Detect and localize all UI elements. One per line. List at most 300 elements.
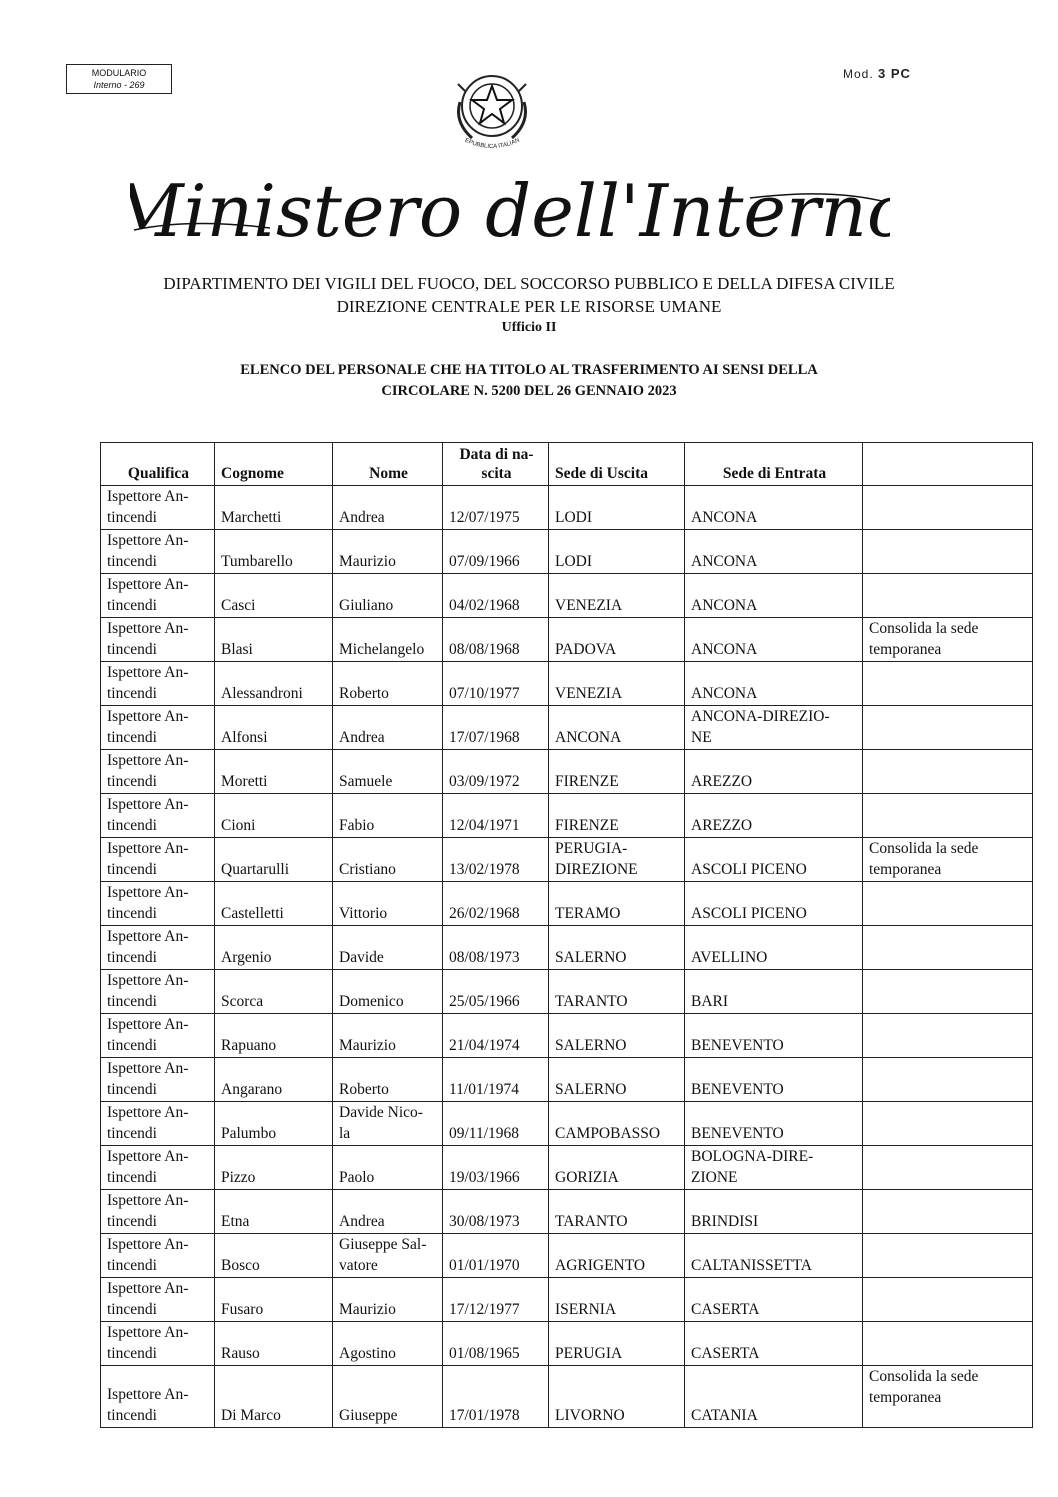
cell-nome [333,750,443,794]
table-row [101,838,1033,882]
note-line2 [869,1167,1028,1188]
qualifica-line2: tincendi [107,773,157,790]
qualifica-line1: Ispettore An- [107,1280,189,1297]
note-line1 [869,706,1028,727]
note-line2 [869,815,1028,836]
cell-nome [333,1234,443,1278]
sede-entrata-line1 [691,486,858,507]
note-line2 [869,507,1028,528]
note-line2 [869,727,1028,748]
table-body [101,486,1033,1428]
qualifica-line1: Ispettore An- [107,708,189,725]
qualifica-line1: Ispettore An- [107,1324,189,1341]
personnel-table [100,442,1033,1428]
sede-uscita-line1 [555,574,680,595]
cell-qualifica [101,1322,215,1366]
cell-data-nascita: 01/01/1970 [443,1234,549,1278]
note-line1 [869,794,1028,815]
cell-note [863,1322,1033,1366]
sede-entrata-line2: CALTANISSETTA [691,1257,812,1274]
cell-sede-entrata [685,838,863,882]
sede-entrata-line2: AVELLINO [691,949,768,966]
note-line1 [869,1278,1028,1299]
modulario-box [66,64,172,94]
sede-entrata-line2: BENEVENTO [691,1081,784,1098]
table-row [101,794,1033,838]
cell-sede-entrata [685,794,863,838]
cell-nome [333,662,443,706]
header-data-line1: Data di na- [459,446,534,463]
note-line1 [869,1234,1028,1255]
sede-entrata-line2: CASERTA [691,1345,760,1362]
table-header-row [101,443,1033,486]
cell-note [863,1278,1033,1322]
cell-qualifica [101,1190,215,1234]
table-row [101,1190,1033,1234]
cell-qualifica [101,882,215,926]
qualifica-line1: Ispettore An- [107,928,189,945]
nome-line1 [339,882,438,903]
cell-nome [333,1014,443,1058]
cell-nome [333,1322,443,1366]
sede-entrata-line1 [691,1234,858,1255]
qualifica-line2: tincendi [107,993,157,1010]
cell-sede-entrata [685,882,863,926]
cell-sede-entrata [685,1058,863,1102]
sede-uscita-line2: ISERNIA [555,1301,617,1318]
cell-sede-entrata [685,750,863,794]
cell-cognome: Moretti [215,750,333,794]
sede-uscita-line1 [555,1384,680,1405]
cell-note [863,750,1033,794]
cell-note [863,662,1033,706]
qualifica-line2: tincendi [107,817,157,834]
cell-nome [333,970,443,1014]
document-title-line1: ELENCO DEL PERSONALE CHE HA TITOLO AL TRASFERIMENTO AI SENSI DELLA [240,362,818,378]
note-line1 [869,574,1028,595]
note-line1: Consolida la sede [869,620,979,637]
direction-name: DIREZIONE CENTRALE PER LE RISORSE UMANE [336,297,722,316]
cell-cognome: Casci [215,574,333,618]
note-line1 [869,750,1028,771]
note-line1 [869,970,1028,991]
note-line1 [869,1102,1028,1123]
sede-entrata-line2: NE [691,729,712,746]
cell-data-nascita: 03/09/1972 [443,750,549,794]
sede-uscita-line2: PERUGIA [555,1345,623,1362]
sede-entrata-line2: ZIONE [691,1169,738,1186]
qualifica-line2: tincendi [107,729,157,746]
cell-nome [333,794,443,838]
note-line2 [869,595,1028,616]
nome-line1 [339,1322,438,1343]
cell-data-nascita: 12/07/1975 [443,486,549,530]
cell-qualifica [101,1014,215,1058]
cell-qualifica [101,662,215,706]
sede-uscita-line1 [555,1234,680,1255]
cell-sede-entrata [685,706,863,750]
cell-sede-entrata [685,574,863,618]
sede-entrata-line2: CATANIA [691,1407,758,1424]
sede-entrata-line2: ANCONA [691,597,758,614]
nome-line1 [339,618,438,639]
note-line1 [869,882,1028,903]
sede-uscita-line2: TARANTO [555,993,628,1010]
cell-sede-entrata [685,1146,863,1190]
cell-sede-entrata [685,926,863,970]
document-title-line2: CIRCOLARE N. 5200 DEL 26 GENNAIO 2023 [381,383,677,399]
sede-uscita-line2: FIRENZE [555,773,619,790]
qualifica-line2: tincendi [107,1037,157,1054]
sede-uscita-line1 [555,750,680,771]
cell-note [863,486,1033,530]
sede-uscita-line1 [555,486,680,507]
emblem-label: EPUBBLICA ITALIAN [463,137,521,151]
qualifica-line1: Ispettore An- [107,1192,189,1209]
sede-entrata-line2: ANCONA [691,641,758,658]
cell-note [863,1102,1033,1146]
cell-nome [333,530,443,574]
sede-entrata-line2: AREZZO [691,773,753,790]
table-row [101,926,1033,970]
cell-data-nascita: 09/11/1968 [443,1102,549,1146]
sede-entrata-line1 [691,574,858,595]
qualifica-line1: Ispettore An- [107,1148,189,1165]
note-line1 [869,662,1028,683]
table-row [101,1278,1033,1322]
mod-code-value: 3 PC [878,66,911,81]
cell-sede-uscita [549,1058,685,1102]
ministry-logotype [130,158,890,254]
sede-entrata-line2: ASCOLI PICENO [691,861,807,878]
sede-entrata-line1 [691,1102,858,1123]
cell-sede-uscita [549,970,685,1014]
nome-line2: Cristiano [339,861,396,878]
sede-entrata-line1 [691,1278,858,1299]
nome-line1: Davide Nico- [339,1104,423,1121]
nome-line1 [339,1190,438,1211]
cell-data-nascita: 17/07/1968 [443,706,549,750]
cell-data-nascita: 19/03/1966 [443,1146,549,1190]
nome-line2: Davide [339,949,384,966]
sede-entrata-line1 [691,1190,858,1211]
cell-note [863,838,1033,882]
qualifica-line1: Ispettore An- [107,840,189,857]
cell-sede-uscita [549,1146,685,1190]
sede-entrata-line2: AREZZO [691,817,753,834]
cell-nome [333,1278,443,1322]
sede-uscita-line2: ANCONA [555,729,622,746]
nome-line1 [339,750,438,771]
sede-uscita-line1 [555,1322,680,1343]
note-line2 [869,1343,1028,1364]
sede-entrata-line2: ASCOLI PICENO [691,905,807,922]
qualifica-line2: tincendi [107,1125,157,1142]
sede-uscita-line1 [555,1190,680,1211]
qualifica-line2: tincendi [107,861,157,878]
cell-note [863,1058,1033,1102]
qualifica-line2: tincendi [107,1169,157,1186]
cell-nome [333,1366,443,1428]
sede-uscita-line2: LODI [555,553,593,570]
note-line1 [869,1058,1028,1079]
cell-sede-uscita [549,882,685,926]
nome-line2: Andrea [339,509,385,526]
table-row [101,970,1033,1014]
cell-data-nascita: 25/05/1966 [443,970,549,1014]
sede-uscita-line2: AGRIGENTO [555,1257,646,1274]
nome-line2: Fabio [339,817,375,834]
cell-data-nascita: 07/09/1966 [443,530,549,574]
cell-note [863,574,1033,618]
nome-line1 [339,838,438,859]
sede-uscita-line1 [555,706,680,727]
sede-uscita-line2: GORIZIA [555,1169,619,1186]
cell-sede-uscita [549,530,685,574]
cell-note [863,530,1033,574]
nome-line2: Paolo [339,1169,375,1186]
nome-line2: Maurizio [339,1301,396,1318]
cell-sede-uscita [549,1234,685,1278]
cell-nome [333,1102,443,1146]
note-line2 [869,1299,1028,1320]
qualifica-line1: Ispettore An- [107,1386,189,1403]
cell-nome [333,706,443,750]
cell-nome [333,486,443,530]
cell-sede-uscita [549,1322,685,1366]
sede-entrata-line2: BARI [691,993,729,1010]
cell-cognome: Alessandroni [215,662,333,706]
note-line1 [869,530,1028,551]
nome-line2: Giuseppe [339,1407,398,1424]
qualifica-line2: tincendi [107,1081,157,1098]
sede-entrata-line2: ANCONA [691,553,758,570]
qualifica-line1: Ispettore An- [107,796,189,813]
sede-uscita-line2: TERAMO [555,905,621,922]
cell-sede-uscita [549,486,685,530]
cell-data-nascita: 08/08/1973 [443,926,549,970]
nome-line1 [339,1384,438,1405]
note-line1 [869,486,1028,507]
cell-nome [333,574,443,618]
cell-sede-uscita [549,662,685,706]
nome-line2: Andrea [339,1213,385,1230]
cell-data-nascita: 30/08/1973 [443,1190,549,1234]
qualifica-line1: Ispettore An- [107,1104,189,1121]
cell-data-nascita: 07/10/1977 [443,662,549,706]
cell-sede-uscita [549,1102,685,1146]
nome-line2: Giuliano [339,597,394,614]
sede-uscita-line2: CAMPOBASSO [555,1125,661,1142]
table-row [101,1146,1033,1190]
note-line1 [869,926,1028,947]
qualifica-line2: tincendi [107,1213,157,1230]
nome-line1 [339,706,438,727]
cell-note [863,706,1033,750]
nome-line1 [339,530,438,551]
header-data-nascita [443,443,549,486]
cell-qualifica [101,1102,215,1146]
header-sede-uscita: Sede di Uscita [549,443,685,486]
sede-entrata-line1 [691,794,858,815]
qualifica-line1: Ispettore An- [107,532,189,549]
cell-note [863,926,1033,970]
qualifica-line2: tincendi [107,509,157,526]
cell-sede-uscita [549,618,685,662]
note-line1: Consolida la sede [869,840,979,857]
qualifica-line1: Ispettore An- [107,972,189,989]
cell-data-nascita: 21/04/1974 [443,1014,549,1058]
cell-sede-entrata [685,1366,863,1428]
cell-sede-uscita [549,750,685,794]
table-row [101,1102,1033,1146]
sede-uscita-line1 [555,926,680,947]
sede-uscita-line2: VENEZIA [555,685,623,702]
sede-uscita-line2: PADOVA [555,641,617,658]
sede-uscita-line1: PERUGIA- [555,840,628,857]
cell-sede-entrata [685,1278,863,1322]
note-line1 [869,1190,1028,1211]
cell-qualifica [101,1366,215,1428]
nome-line2: Andrea [339,729,385,746]
nome-line1 [339,794,438,815]
cell-sede-entrata [685,530,863,574]
cell-qualifica [101,1146,215,1190]
cell-sede-uscita [549,926,685,970]
qualifica-line2: tincendi [107,905,157,922]
qualifica-line1: Ispettore An- [107,1016,189,1033]
sede-uscita-line2: SALERNO [555,1037,627,1054]
cell-cognome: Tumbarello [215,530,333,574]
nome-line2: Michelangelo [339,641,425,658]
cell-data-nascita: 11/01/1974 [443,1058,549,1102]
nome-line2: Roberto [339,685,389,702]
cell-nome [333,882,443,926]
cell-qualifica [101,486,215,530]
header-qualifica: Qualifica [101,443,215,486]
sede-uscita-line1 [555,618,680,639]
nome-line1 [339,486,438,507]
cell-qualifica [101,1058,215,1102]
qualifica-line2: tincendi [107,641,157,658]
sede-entrata-line2: BENEVENTO [691,1125,784,1142]
sede-entrata-line1 [691,926,858,947]
cell-note [863,794,1033,838]
cell-data-nascita: 04/02/1968 [443,574,549,618]
department-name: DIPARTIMENTO DEI VIGILI DEL FUOCO, DEL SOCCORSO PUBBLICO E DELLA DIFESA CIVILE [163,274,895,293]
table-row [101,662,1033,706]
cell-cognome: Palumbo [215,1102,333,1146]
cell-data-nascita: 01/08/1965 [443,1322,549,1366]
nome-line1 [339,574,438,595]
sede-entrata-line2: BENEVENTO [691,1037,784,1054]
cell-data-nascita: 08/08/1968 [443,618,549,662]
sede-entrata-line2: CASERTA [691,1301,760,1318]
note-line2 [869,1123,1028,1144]
sede-entrata-line1 [691,1014,858,1035]
header-nome: Nome [333,443,443,486]
cell-cognome: Rapuano [215,1014,333,1058]
note-line2 [869,1035,1028,1056]
sede-uscita-line1 [555,1146,680,1167]
note-line2 [869,771,1028,792]
cell-note [863,882,1033,926]
cell-qualifica [101,838,215,882]
cell-qualifica [101,926,215,970]
cell-nome [333,1058,443,1102]
office-name: Ufficio II [501,320,557,335]
cell-nome [333,838,443,882]
table-row [101,1014,1033,1058]
note-line2 [869,903,1028,924]
cell-cognome: Di Marco [215,1366,333,1428]
italian-emblem-icon [448,62,536,154]
nome-line2: Roberto [339,1081,389,1098]
header-note [863,443,1033,486]
cell-sede-entrata [685,1234,863,1278]
sede-uscita-line1 [555,1102,680,1123]
cell-sede-uscita [549,706,685,750]
note-line2: temporanea [869,1389,942,1406]
cell-cognome: Pizzo [215,1146,333,1190]
cell-cognome: Castelletti [215,882,333,926]
qualifica-line2: tincendi [107,1407,157,1424]
note-line2 [869,551,1028,572]
sede-entrata-line1 [691,1058,858,1079]
cell-note [863,1366,1033,1428]
note-line2 [869,1255,1028,1276]
cell-sede-uscita [549,1278,685,1322]
cell-cognome: Scorca [215,970,333,1014]
cell-sede-uscita [549,1014,685,1058]
cell-cognome: Alfonsi [215,706,333,750]
cell-sede-entrata [685,486,863,530]
ministry-name: Ministero dell'Interno [130,169,890,253]
header-data-line2: scita [481,465,512,482]
cell-cognome: Marchetti [215,486,333,530]
sede-uscita-line2: FIRENZE [555,817,619,834]
qualifica-line2: tincendi [107,1345,157,1362]
sede-entrata-line2: ANCONA [691,509,758,526]
qualifica-line2: tincendi [107,685,157,702]
mod-code [843,66,911,81]
note-line2: temporanea [869,861,942,878]
sede-uscita-line2: DIREZIONE [555,861,638,878]
cell-nome [333,1190,443,1234]
cell-sede-entrata [685,970,863,1014]
cell-sede-entrata [685,1190,863,1234]
sede-uscita-line2: VENEZIA [555,597,623,614]
cell-data-nascita: 17/12/1977 [443,1278,549,1322]
cell-data-nascita: 26/02/1968 [443,882,549,926]
cell-sede-entrata [685,1322,863,1366]
cell-cognome: Argenio [215,926,333,970]
sede-uscita-line1 [555,1278,680,1299]
cell-note [863,970,1033,1014]
cell-sede-uscita [549,794,685,838]
cell-qualifica [101,750,215,794]
nome-line2: vatore [339,1257,378,1274]
table-row [101,750,1033,794]
nome-line2: Agostino [339,1345,396,1362]
qualifica-line2: tincendi [107,1257,157,1274]
cell-sede-uscita [549,1190,685,1234]
table-row [101,1322,1033,1366]
modulario-label: MODULARIO [91,68,147,78]
qualifica-line2: tincendi [107,597,157,614]
sede-uscita-line1 [555,1058,680,1079]
qualifica-line2: tincendi [107,553,157,570]
